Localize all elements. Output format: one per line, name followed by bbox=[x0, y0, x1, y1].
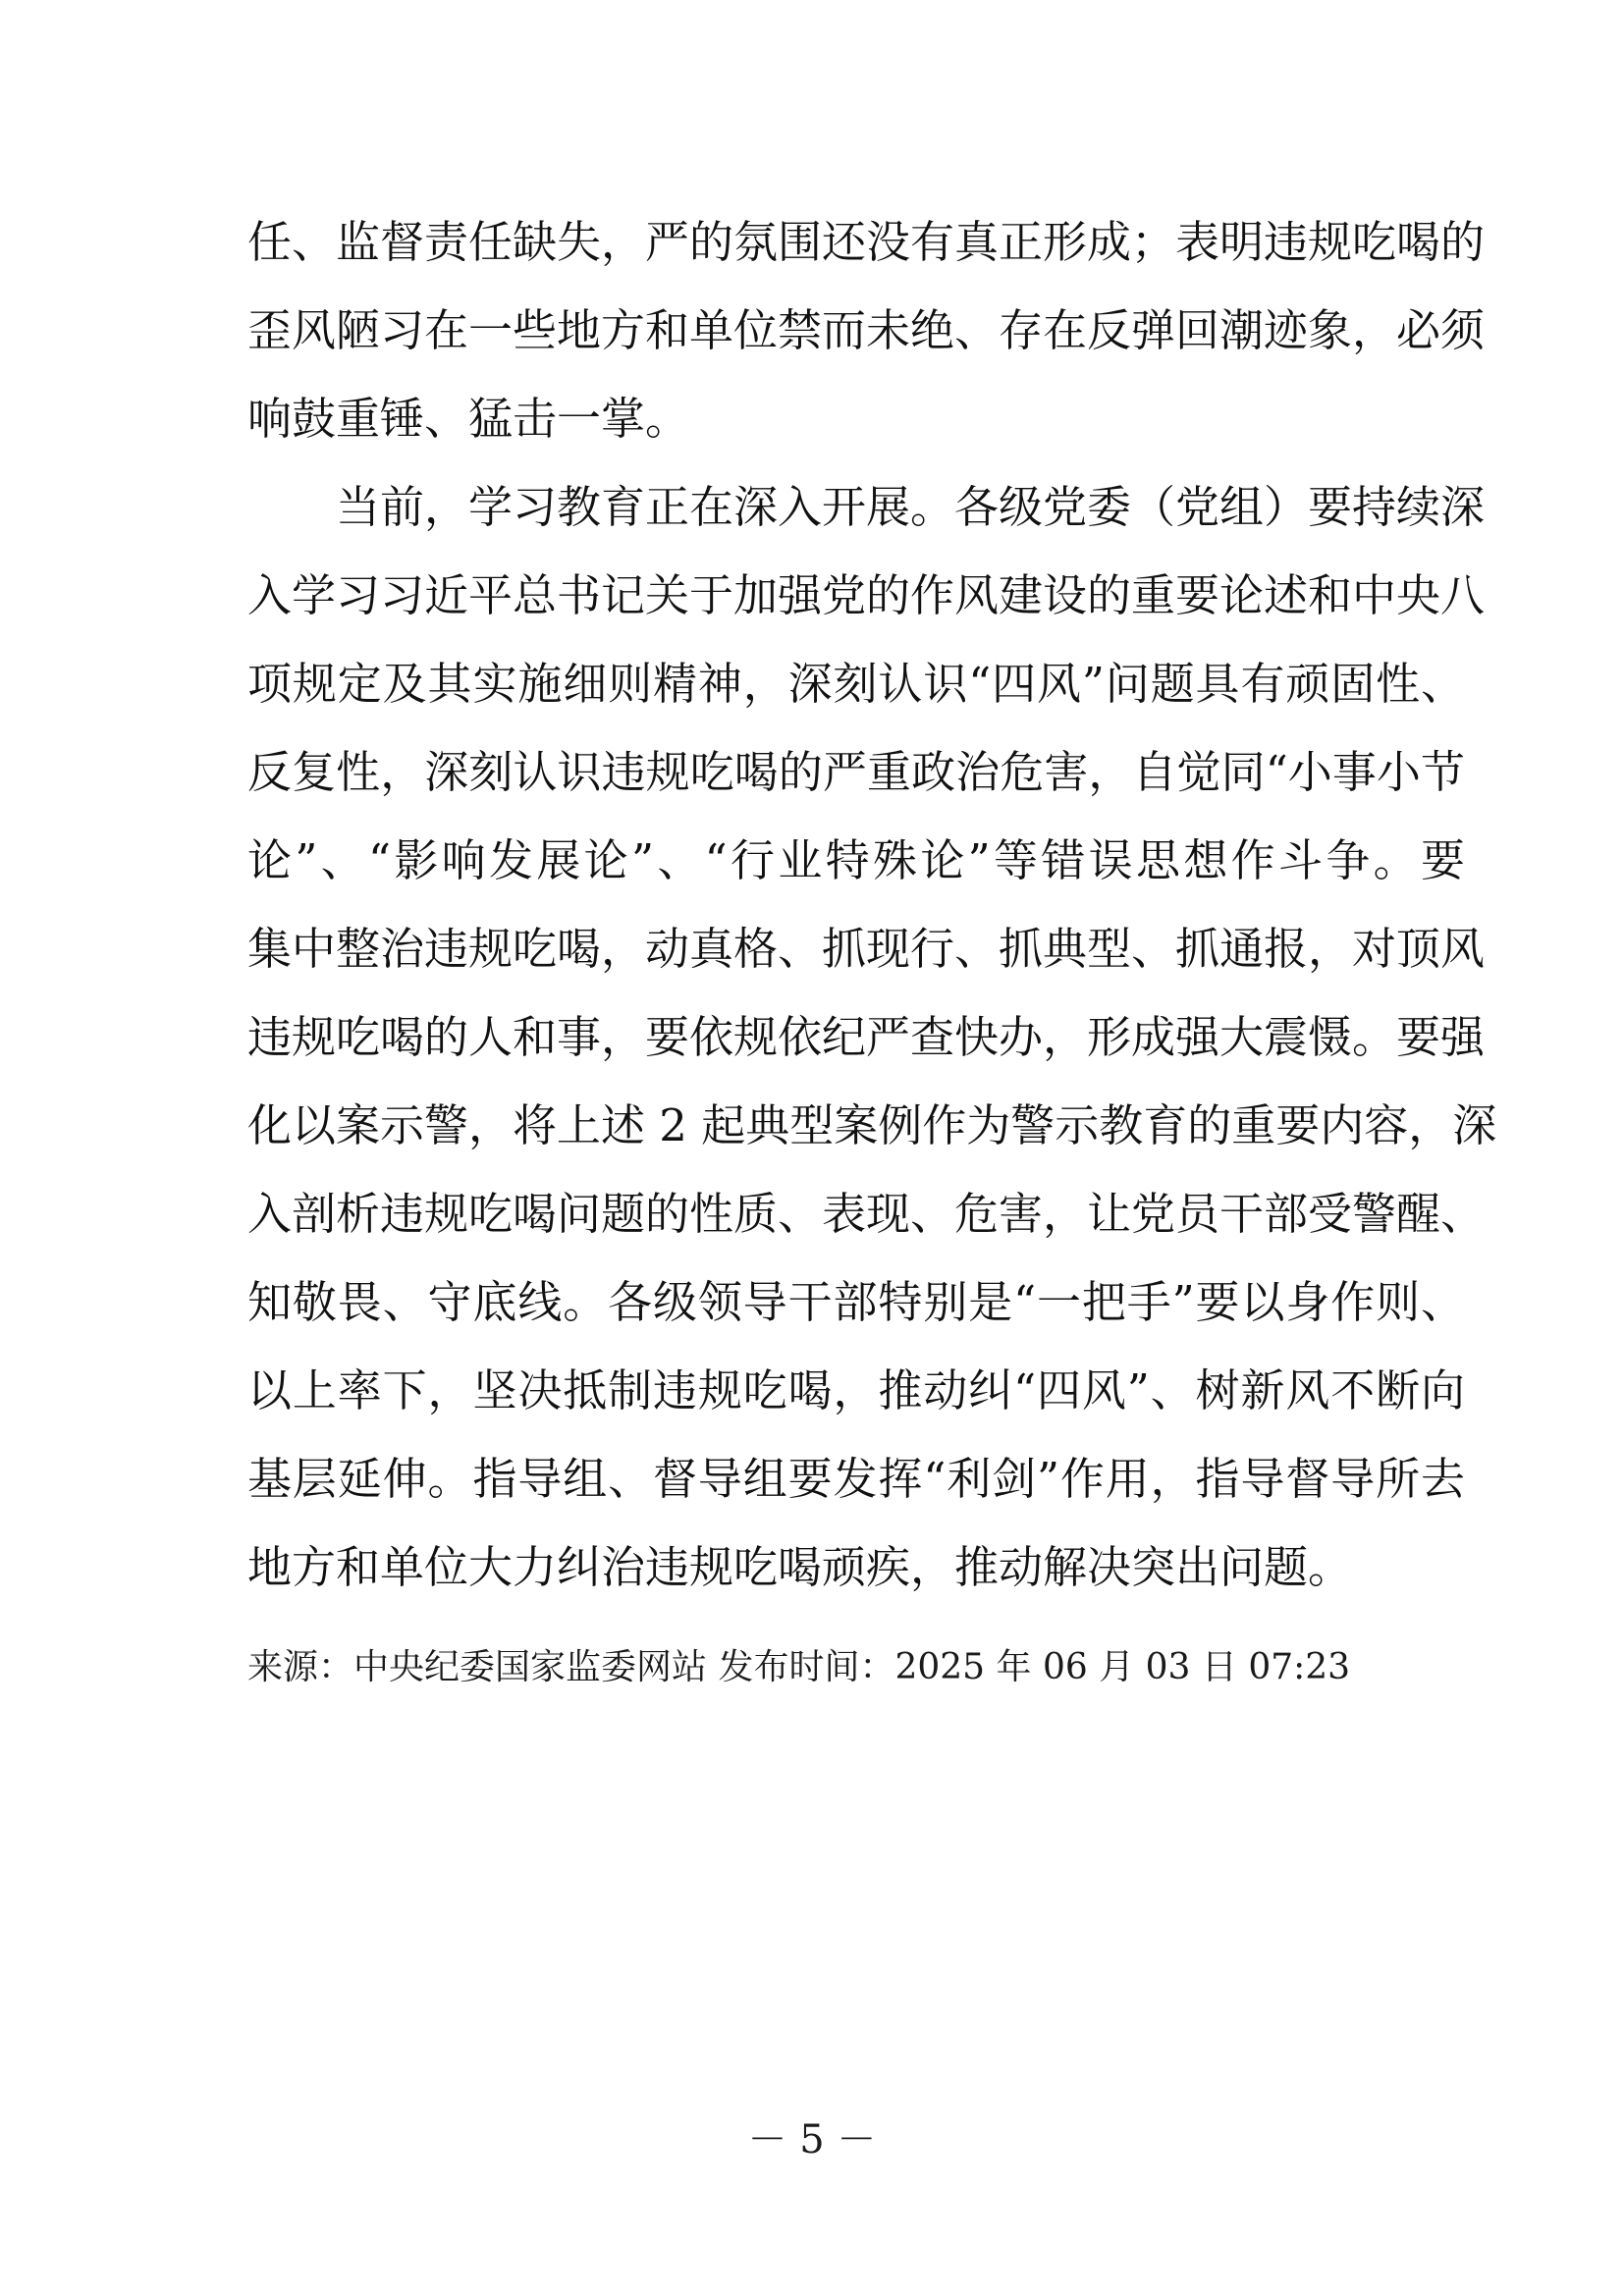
paragraph-2-line-10: 知敬畏、守底线。各级领导干部特别是“一把手”要以身作则、 bbox=[247, 1276, 1465, 1328]
paragraph-2-line-7: 违规吃喝的人和事，要依规依纪严查快办，形成强大震慑。要强 bbox=[247, 1011, 1486, 1063]
paragraph-2-line-8: 化以案示警，将上述 2 起典型案例作为警示教育的重要内容，深 bbox=[247, 1099, 1497, 1151]
paragraph-2-line-13: 地方和单位大力纠治违规吃喝顽疾，推动解决突出问题。 bbox=[247, 1541, 1353, 1593]
paragraph-2-line-5: 论”、“影响发展论”、“行业特殊论”等错误思想作斗争。要 bbox=[247, 834, 1465, 886]
paragraph-2-line-4: 反复性，深刻认识违规吃喝的严重政治危害，自觉同“小事小节 bbox=[247, 746, 1465, 798]
paragraph-2-line-6: 集中整治违规吃喝，动真格、抓现行、抓典型、抓通报，对顶风 bbox=[247, 923, 1486, 975]
body-text bbox=[247, 198, 1497, 1612]
page-number: － 5 － bbox=[747, 2117, 877, 2163]
paragraph-2-line-9: 入剖析违规吃喝问题的性质、表现、危害，让党员干部受警醒、 bbox=[247, 1188, 1486, 1240]
paragraph-1-line-2: 歪风陋习在一些地方和单位禁而未绝、存在反弹回潮迹象，必须 bbox=[247, 304, 1486, 356]
paragraph-2-line-11: 以上率下，坚决抵制违规吃喝，推动纠“四风”、树新风不断向 bbox=[247, 1364, 1465, 1416]
paragraph-2-line-12: 基层延伸。指导组、督导组要发挥“利剑”作用，指导督导所去 bbox=[247, 1453, 1465, 1505]
paragraph-1-line-3: 响鼓重锤、猛击一掌。 bbox=[247, 393, 690, 445]
paragraph-2-line-3: 项规定及其实施细则精神，深刻认识“四风”问题具有顽固性、 bbox=[247, 658, 1465, 710]
paragraph-2-line-1: 当前，学习教育正在深入开展。各级党委（党组）要持续深 bbox=[336, 481, 1486, 533]
paragraph-1-line-1: 任、监督责任缺失，严的氛围还没有真正形成；表明违规吃喝的 bbox=[247, 216, 1486, 268]
paragraph-2-line-2: 入学习习近平总书记关于加强党的作风建设的重要论述和中央八 bbox=[247, 569, 1486, 621]
source-line: 来源：中央纪委国家监委网站 发布时间：2025 年 06 月 03 日 07:23 bbox=[247, 1647, 1351, 1687]
